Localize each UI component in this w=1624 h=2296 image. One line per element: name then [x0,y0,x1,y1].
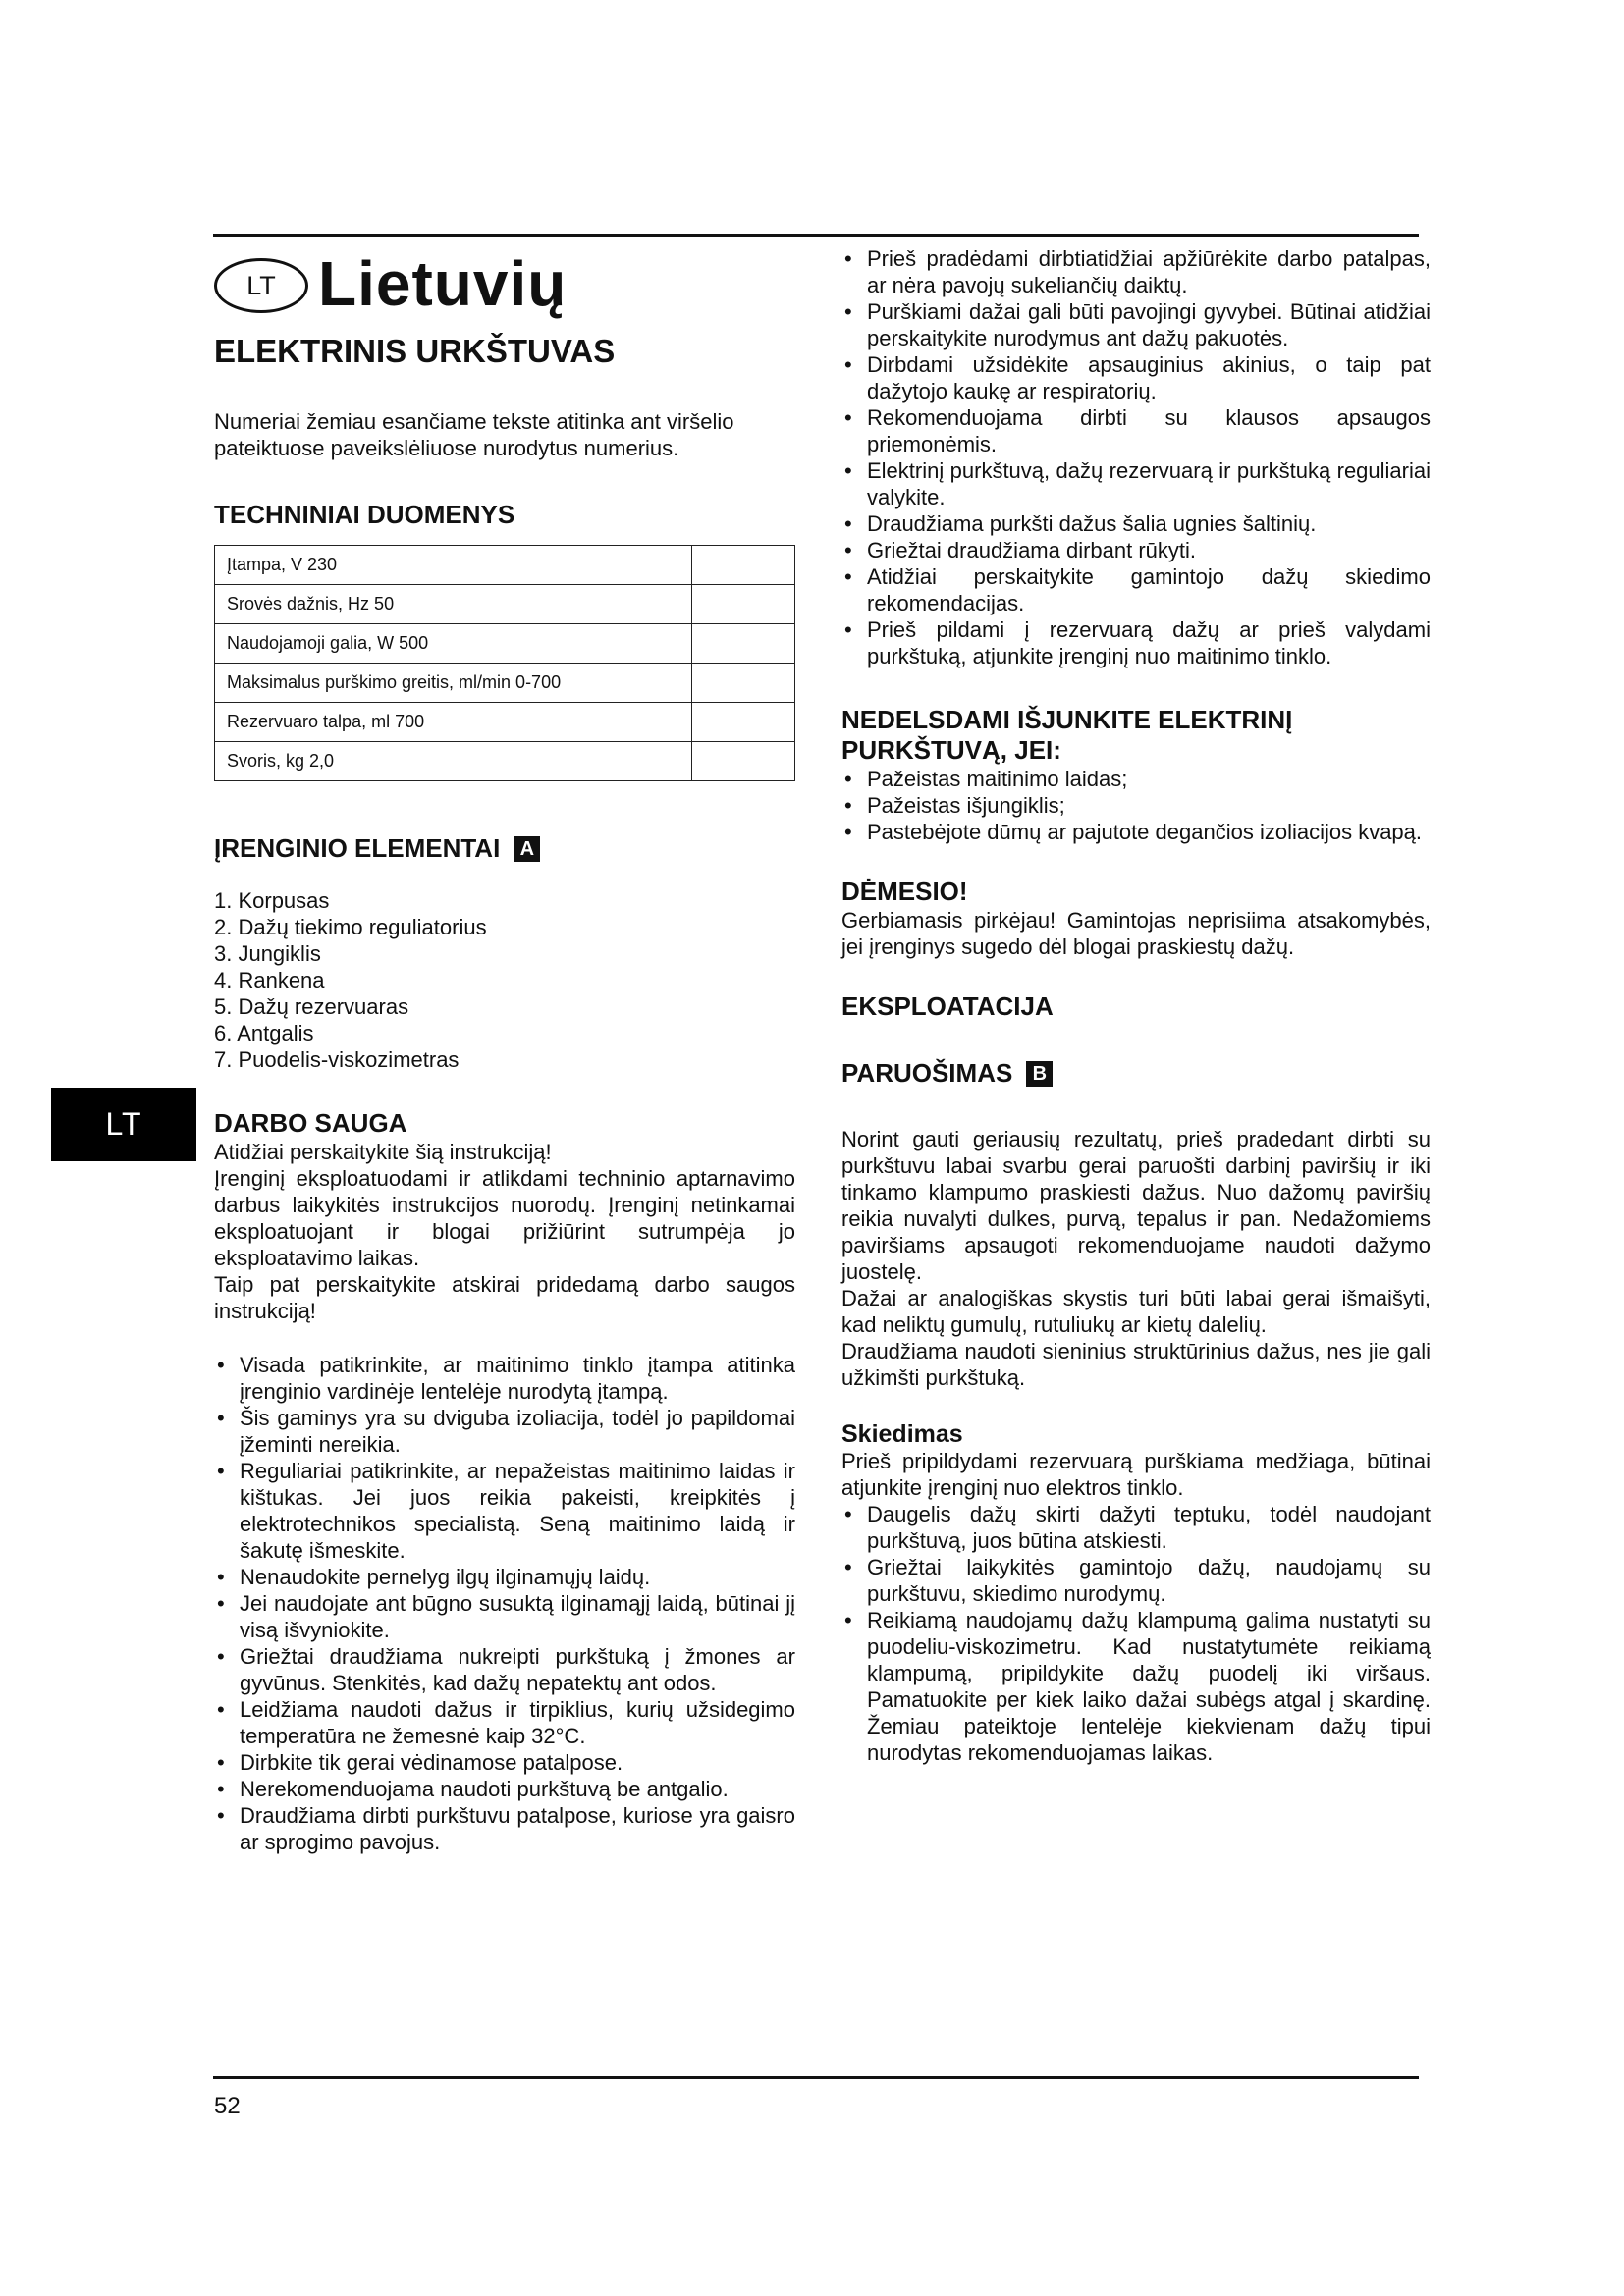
precautions-bullet-list [841,245,1431,669]
safety-paragraph: Atidžiai perskaitykite šią instrukciją! [214,1140,552,1164]
switch-off-bullet-item: • Pastebėjote dūmų ar pajutote degančios izoliacijos kvapą. [841,819,1431,845]
tech-data-value [692,546,795,585]
precaution-bullet-item: • Griežtai draudžiama dirbant rūkyti. [841,537,1431,563]
preparation-paragraphs [841,1126,1431,1391]
language-code-oval [214,258,308,313]
tech-data-label: Naudojamoji galia, W 500 [215,624,692,664]
preparation-paragraph: Dažai ar analogiškas skystis turi būti labai gerai išmaišyti, kad neliktų gumulų, rutuliukų ar kietų dalelių. [841,1286,1431,1337]
safety-paragraph: Įrenginį eksploatuodami ir atlikdami techninio aptarnavimo darbus laikykitės instrukcijos nuorodų. Įrenginį netinkamai eksploatuojant ir blogai prižiūrint sutrumpėja jo eksploatavimo laikas. [214,1166,795,1270]
right-column [841,245,1431,1766]
tech-data-label: Rezervuaro talpa, ml 700 [215,703,692,742]
tech-data-row [215,742,795,781]
tech-data-row [215,585,795,624]
safety-bullet-item: • Leidžiama naudoti dažus ir tirpiklius, kurių užsidegimo temperatūra ne žemesnė kaip 32°C. [214,1696,795,1749]
bottom-rule [213,2076,1419,2079]
precaution-bullet-item: • Prieš pildami į rezervuarą dažų ar prieš valydami purkštuką, atjunkite įrenginį nuo maitinimo tinklo. [841,616,1431,669]
element-list-item: 6. Antgalis [214,1021,314,1045]
safety-bullet-item: • Nenaudokite pernelyg ilgų ilginamųjų laidų. [214,1564,795,1590]
language-header [214,245,795,322]
precaution-bullet-item: • Draudžiama purkšti dažus šalia ugnies šaltinių. [841,510,1431,537]
safety-bullet-item: • Draudžiama dirbti purkštuvu patalpose, kuriose yra gaisro ar sprogimo pavojus. [214,1802,795,1855]
elements-heading [214,833,795,864]
tech-data-row [215,664,795,703]
tech-data-value [692,585,795,624]
dilution-bullet-item: • Reikiamą naudojamų dažų klampumą galima nustatyti su puodeliu-viskozimetru. Kad nustatytumėte reikiamą klampumą, pripildykite dažų puodelį iki viršaus. Pamatuokite per kiek laiko dažai subėgs atgal į skardinę. Žemiau pateiktoje lentelėje kiekvienam dažų tipui nurodytas rekomenduojamas laikas. [841,1607,1431,1766]
tech-data-label: Svoris, kg 2,0 [215,742,692,781]
tech-data-table [214,545,795,781]
tech-data-value [692,703,795,742]
switch-off-bullet-item: • Pažeistas maitinimo laidas; [841,766,1431,792]
tech-data-value [692,624,795,664]
dilution-heading: Skiedimas [841,1420,963,1448]
precaution-bullet-item: • Purškiami dažai gali būti pavojingi gyvybei. Būtinai atidžiai perskaitykite nurodymus ant dažų pakuotės. [841,298,1431,351]
safety-paragraphs [214,1139,795,1324]
tech-data-row [215,624,795,664]
dilution-text: Prieš pripildydami rezervuarą purškiama medžiaga, būtinai atjunkite įrenginį nuo elektros tinklo. [841,1449,1431,1500]
safety-bullet-item: • Griežtai draudžiama nukreipti purkštuką į žmones ar gyvūnus. Stenkitės, kad dažų nepatektų ant odos. [214,1643,795,1696]
safety-bullet-item: • Reguliariai patikrinkite, ar nepažeistas maitinimo laidas ir kištukas. Jei juos reikia pakeisti, kreipkitės į elektrotechnikos specialistą. Seną maitinimo laidą ir šakutę išmeskite. [214,1458,795,1564]
switch-off-bullet-list [841,766,1431,845]
tech-data-value [692,664,795,703]
element-list-item: 4. Rankena [214,968,325,992]
switch-off-heading: NEDELSDAMI IŠJUNKITE ELEKTRINĮ PURKŠTUVĄ, JEI: [841,705,1293,765]
precaution-bullet-item: • Prieš pradėdami dirbtiatidžiai apžiūrėkite darbo patalpas, ar nėra pavojų sukeliančių daiktų. [841,245,1431,298]
safety-bullet-list [214,1352,795,1855]
dilution-bullet-item: • Daugelis dažų skirti dažyti teptuku, todėl naudojant purkštuvą, juos būtina atskiesti. [841,1501,1431,1554]
preparation-heading [841,1058,1431,1089]
figure-badge-b: B [1026,1061,1053,1087]
language-side-tab [51,1088,196,1161]
tech-data-heading: TECHNINIAI DUOMENYS [214,500,515,529]
page-number: 52 [214,2093,241,2119]
safety-bullet-item: • Jei naudojate ant būgno susuktą ilginamąjį laidą, būtinai jį visą išvyniokite. [214,1590,795,1643]
safety-heading: DARBO SAUGA [214,1108,407,1138]
tech-data-row [215,546,795,585]
language-title: Lietuvių [318,248,568,319]
precaution-bullet-item: • Elektrinį purkštuvą, dažų rezervuarą ir purkštuką reguliariai valykite. [841,457,1431,510]
dilution-bullet-item: • Griežtai laikykitės gamintojo dažų, naudojamų su purkštuvu, skiedimo nurodymų. [841,1554,1431,1607]
tech-data-label: Įtampa, V 230 [215,546,692,585]
attention-heading: DĖMESIO! [841,877,968,906]
element-list-item: 2. Dažų tiekimo reguliatorius [214,915,487,939]
elements-heading-text: ĮRENGINIO ELEMENTAI [214,833,501,863]
preparation-heading-text: PARUOŠIMAS [841,1058,1013,1088]
attention-text: Gerbiamasis pirkėjau! Gamintojas neprisiima atsakomybės, jei įrenginys sugedo dėl blogai praskiestų dažų. [841,908,1431,959]
intro-text: Numeriai žemiau esančiame tekste atitinka ant viršelio pateiktuose paveikslėliuose nurodytus numerius. [214,409,734,460]
document-title: ELEKTRINIS URKŠTUVAS [214,333,616,369]
top-rule [213,234,1419,237]
left-column [214,245,795,1855]
tech-data-label: Srovės dažnis, Hz 50 [215,585,692,624]
preparation-paragraph: Draudžiama naudoti sieninius struktūrinius dažus, nes jie gali užkimšti purkštuką. [841,1339,1431,1390]
safety-bullet-item: • Nerekomenduojama naudoti purkštuvą be antgalio. [214,1776,795,1802]
safety-paragraph: Taip pat perskaitykite atskirai pridedamą darbo saugos instrukciją! [214,1272,795,1323]
safety-bullet-item: • Dirbkite tik gerai vėdinamose patalpose. [214,1749,795,1776]
element-list-item: 1. Korpusas [214,888,330,913]
operation-heading: EKSPLOATACIJA [841,991,1054,1021]
tech-data-row [215,703,795,742]
precaution-bullet-item: • Atidžiai perskaitykite gamintojo dažų skiedimo rekomendacijas. [841,563,1431,616]
element-list-item: 3. Jungiklis [214,941,321,966]
precaution-bullet-item: • Rekomenduojama dirbti su klausos apsaugos priemonėmis. [841,404,1431,457]
dilution-bullet-list [841,1501,1431,1766]
element-list-item: 5. Dažų rezervuaras [214,994,409,1019]
elements-list [214,887,795,1073]
preparation-paragraph: Norint gauti geriausių rezultatų, prieš pradedant dirbti su purkštuvu labai svarbu gerai paruošti darbinį paviršių ir iki tinkamo klampumo praskiesti dažus. Nuo dažomų paviršių reikia nuvalyti dulkes, purvą, tepalus ir pan. Nedažomiems paviršiams apsaugoti rekomenduojame naudoti dažymo juostelę. [841,1127,1431,1284]
tech-data-label: Maksimalus purškimo greitis, ml/min 0-700 [215,664,692,703]
safety-bullet-item: • Šis gaminys yra su dviguba izoliacija, todėl jo papildomai įžeminti nereikia. [214,1405,795,1458]
tech-data-value [692,742,795,781]
precaution-bullet-item: • Dirbdami užsidėkite apsauginius akinius, o taip pat dažytojo kaukę ar respiratorių. [841,351,1431,404]
switch-off-bullet-item: • Pažeistas išjungiklis; [841,792,1431,819]
side-tab-label: LT [105,1106,142,1142]
element-list-item: 7. Puodelis-viskozimetras [214,1047,460,1072]
language-code: LT [246,270,276,300]
figure-badge-a: A [514,836,540,862]
safety-bullet-item: • Visada patikrinkite, ar maitinimo tinklo įtampa atitinka įrenginio vardinėje lentelėje nurodytą įtampą. [214,1352,795,1405]
